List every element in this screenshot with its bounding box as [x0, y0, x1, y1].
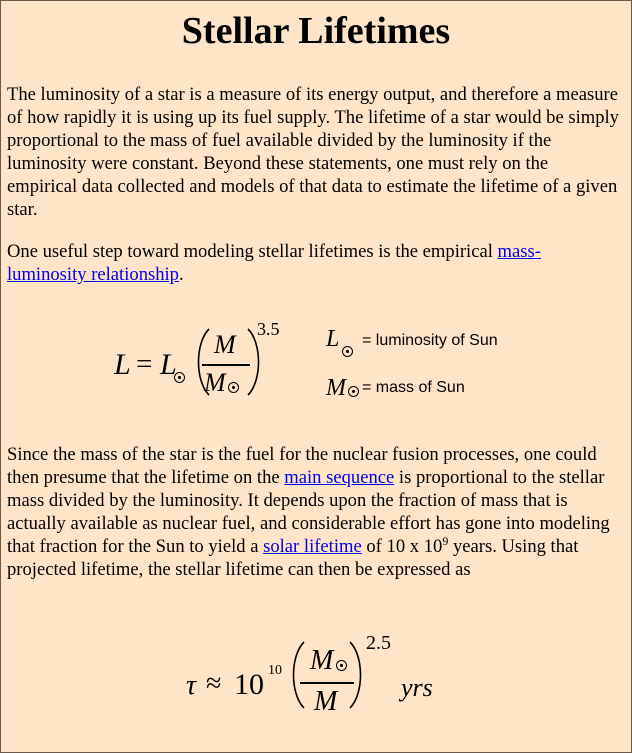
paragraph-text: is proportional to the stellar mass divided by the luminosity. It depends upon the fraction of mass that is actually available as nuclear fuel, and considerable effort has gone into modeling that fraction for the Sun to yield a: [7, 467, 610, 557]
power-exponent: 9: [442, 533, 449, 548]
exponent: 2.5: [366, 632, 391, 654]
fraction-denominator: M: [204, 368, 226, 397]
formula-base-exponent: 10: [268, 663, 282, 678]
sun-symbol-icon: [342, 346, 353, 357]
mass-luminosity-formula: [114, 320, 534, 410]
paragraph-text: Since the mass of the star is the fuel for the nuclear fusion processes, one could then presume that the lifetime on the: [7, 444, 597, 488]
fraction-numerator: M: [310, 645, 334, 676]
mass-luminosity-link[interactable]: mass-luminosity relationship: [7, 241, 541, 285]
legend-luminosity: = luminosity of Sun: [362, 332, 498, 349]
formula-equals: =: [136, 348, 153, 380]
legend-symbol-m: M: [326, 375, 346, 401]
fraction-denominator: M: [314, 686, 338, 717]
paragraph-text: .: [178, 264, 184, 285]
main-sequence-link[interactable]: main sequence: [284, 467, 395, 488]
paragraph-text: One useful step toward modeling stellar lifetimes is the empirical: [7, 241, 498, 262]
intro-paragraph: The luminosity of a star is a measure of its energy output, and therefore a measure of how rapidly it is using up its fuel supply. The lifetime of a star would be simply proportional to the mass of fuel available divided by the luminosity if the luminosity were constant. Beyond these statements, one must rely on the empirical data collected and models of that data to estimate the lifetime of a given star.: [7, 84, 619, 220]
formula-approx: ≈: [206, 668, 222, 699]
legend-symbol-l: L: [326, 326, 340, 352]
sun-symbol-icon: [174, 372, 185, 383]
lifetime-paragraph: [7, 443, 620, 581]
fraction-bar: [202, 364, 250, 366]
solar-lifetime-link[interactable]: solar lifetime: [263, 536, 362, 557]
formula-sun-luminosity: L: [160, 348, 177, 381]
formula-tau: τ: [186, 670, 197, 701]
formula-lhs: L: [114, 348, 131, 381]
paragraph-text: years. Using that projected lifetime, the stellar lifetime can then be expressed as: [7, 536, 579, 580]
stellar-lifetime-formula: [186, 630, 456, 725]
formula-unit: yrs: [401, 673, 433, 702]
page-title: Stellar Lifetimes: [181, 10, 451, 52]
sun-symbol-icon: [348, 386, 359, 397]
left-paren-icon: [284, 640, 308, 710]
mass-luminosity-paragraph: [7, 240, 620, 286]
exponent: 3.5: [257, 319, 280, 339]
sun-symbol-icon: [228, 382, 239, 393]
formula-base: 10: [234, 668, 264, 701]
fraction-numerator: M: [214, 330, 236, 359]
legend-mass: = mass of Sun: [362, 379, 465, 396]
paragraph-text: of 10 x 10: [361, 536, 443, 557]
